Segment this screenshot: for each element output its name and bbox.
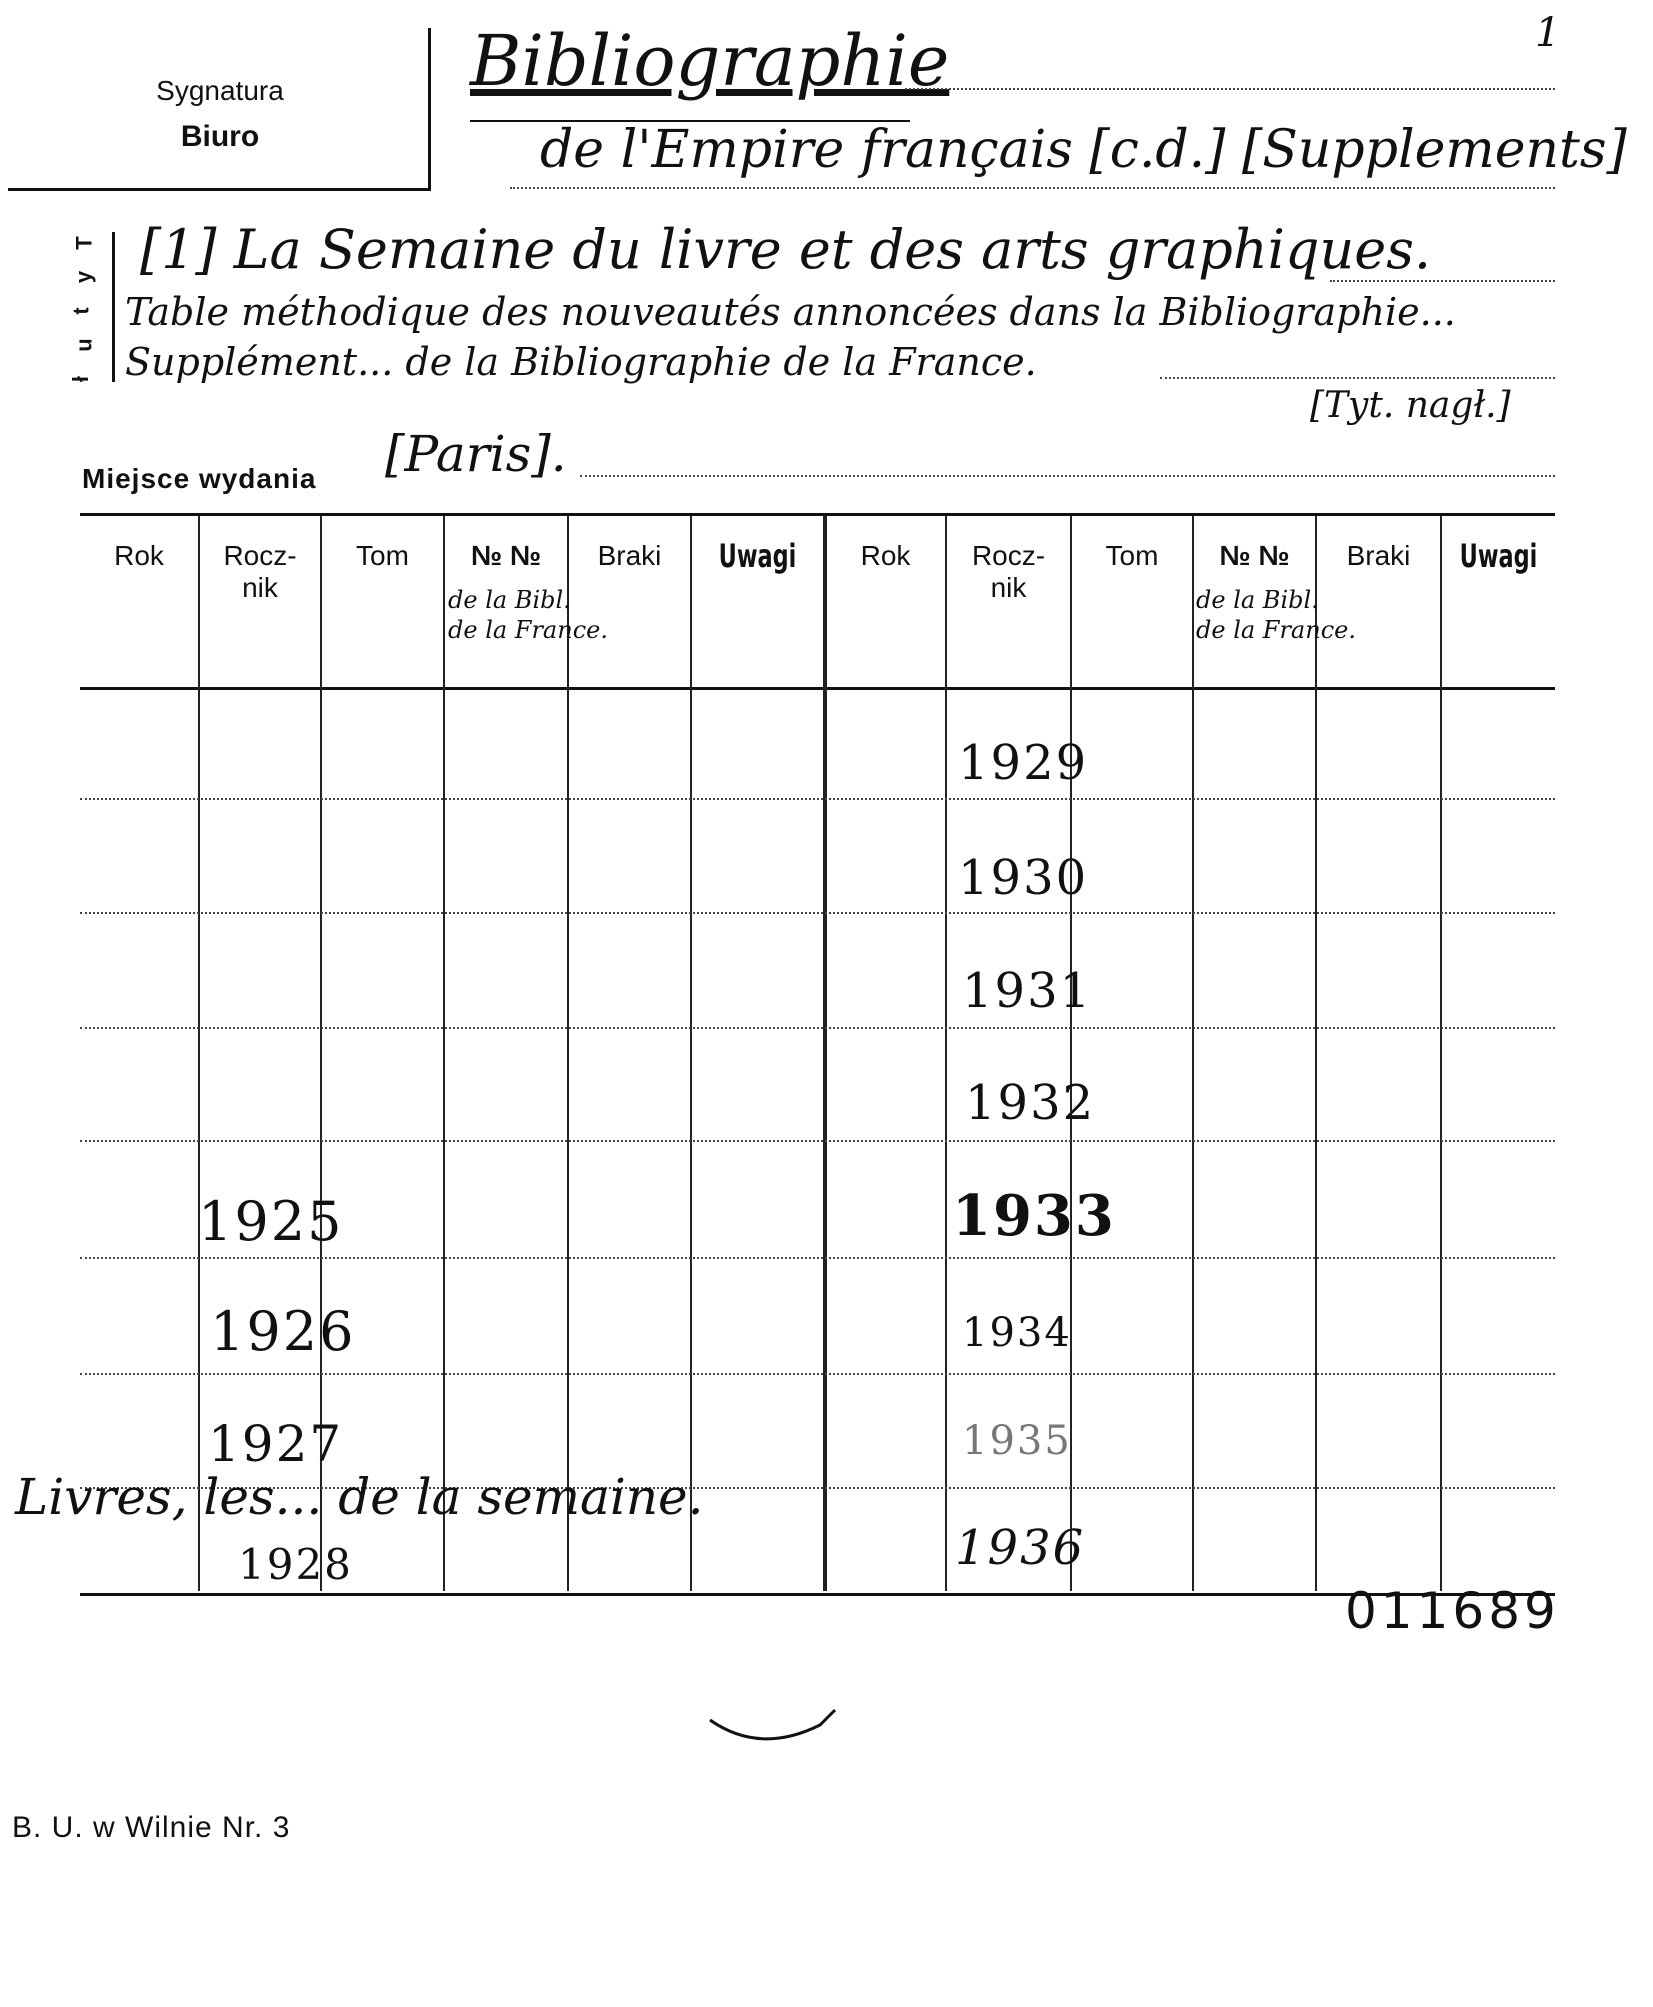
- tytul-letter: t: [68, 307, 94, 315]
- tytul-label: [70, 230, 110, 400]
- title-subtitle-2: Supplément... de la Bibliographie de la France.: [125, 340, 1037, 384]
- left-year: 1925: [198, 1190, 344, 1253]
- dotted-rule: [1160, 377, 1555, 379]
- table-bottom-rule: [80, 1593, 1555, 1596]
- left-year: 1926: [210, 1300, 356, 1363]
- dotted-rule: [905, 88, 1555, 90]
- column-divider: [1192, 516, 1194, 1591]
- header-rok: Rok: [114, 540, 164, 571]
- left-year: 1927: [208, 1415, 344, 1473]
- header-rocznik: Rocz- nik: [971, 540, 1046, 603]
- header-rok: Rok: [860, 540, 911, 571]
- decorative-curve: [700, 1690, 840, 1760]
- header-rocznik: Rocz- nik: [223, 540, 297, 603]
- row-rule: [80, 798, 1555, 800]
- header-uwagi: Uwagi: [1459, 537, 1538, 575]
- column-divider: [443, 516, 445, 1591]
- header-tom: Tom: [1105, 540, 1159, 571]
- title-main: [1] La Semaine du livre et des arts graphiques.: [140, 218, 1432, 281]
- header-numery-sub: de la Bibl. de la France.: [1196, 586, 1356, 644]
- center-divider: [823, 516, 827, 1591]
- dotted-rule: [580, 475, 1555, 477]
- tytul-letter: T: [71, 236, 97, 250]
- header-braki: Braki: [597, 540, 662, 571]
- dotted-rule: [510, 187, 1555, 189]
- column-divider: [567, 516, 569, 1591]
- column-divider: [198, 516, 200, 1591]
- title-note: [Tyt. nagł.]: [1310, 385, 1511, 426]
- row-rule: [80, 1027, 1555, 1029]
- right-year: 1931: [962, 963, 1093, 1019]
- header-uwagi: Uwagi: [718, 537, 797, 575]
- right-year: 1933: [952, 1183, 1116, 1249]
- column-divider: [690, 516, 692, 1591]
- right-year: 1935: [962, 1418, 1072, 1464]
- dotted-rule: [1330, 280, 1555, 282]
- page-number: 1: [1535, 10, 1561, 56]
- right-year: 1934: [962, 1310, 1072, 1356]
- signature-value: Biuro: [180, 120, 260, 153]
- row-rule: [80, 1373, 1555, 1375]
- note-livres: Livres, les... de la semaine.: [15, 1468, 704, 1526]
- place-value: [Paris].: [385, 425, 567, 483]
- tytul-letter: y: [71, 270, 97, 284]
- row-rule: [80, 912, 1555, 914]
- catalog-number: 011689: [1345, 1582, 1560, 1640]
- header-numery: № №: [1219, 540, 1290, 571]
- header-numery-sub: de la Bibl. de la France.: [448, 586, 608, 644]
- footer-imprint: B. U. w Wilnie Nr. 3: [12, 1811, 291, 1844]
- column-divider: [1440, 516, 1442, 1591]
- column-divider: [945, 516, 947, 1591]
- right-year: 1932: [965, 1075, 1096, 1131]
- signature-box: [8, 28, 431, 191]
- header-title-line1: Bibliographie: [470, 20, 950, 102]
- row-rule: [80, 1140, 1555, 1142]
- right-year: 1929: [958, 735, 1089, 791]
- header-braki: Braki: [1346, 540, 1411, 571]
- right-year: 1930: [958, 850, 1089, 906]
- signature-label: Sygnatura: [156, 75, 284, 106]
- header-title-line2: de l'Empire français [c.d.] [Supplements]: [540, 120, 1627, 180]
- tytul-letter: u: [71, 338, 97, 352]
- row-rule: [80, 1257, 1555, 1259]
- left-year: 1928: [238, 1540, 353, 1589]
- column-divider: [1315, 516, 1317, 1591]
- title-subtitle-1: Table méthodique des nouveautés annoncées dans la Bibliographie...: [125, 290, 1456, 334]
- header-numery: № №: [470, 540, 542, 571]
- table-top-rule: [80, 513, 1555, 516]
- tytul-letter: ł: [68, 375, 94, 383]
- table-header-rule: [80, 687, 1555, 690]
- header-tom: Tom: [356, 540, 409, 571]
- right-year: 1936: [955, 1520, 1086, 1576]
- place-label: Miejsce wydania: [82, 463, 317, 494]
